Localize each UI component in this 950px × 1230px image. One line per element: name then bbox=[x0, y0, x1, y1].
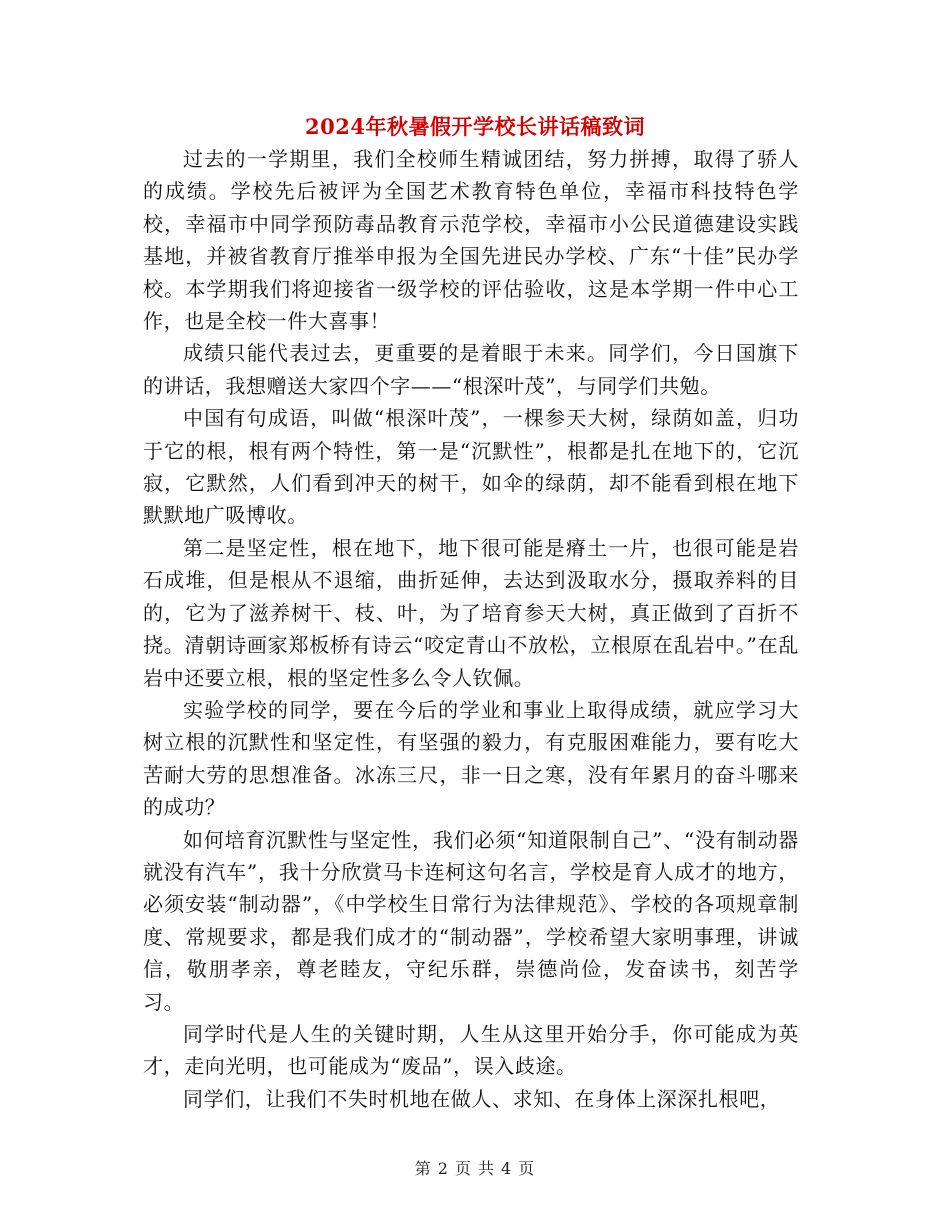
footer-middle: 页 共 bbox=[454, 1159, 496, 1178]
paragraph: 同学时代是人生的关键时期，人生从这里开始分手，你可能成为英才，走向光明，也可能成为“废品”，误入歧途。 bbox=[143, 1021, 799, 1079]
paragraph: 实验学校的同学，要在今后的学业和事业上取得成绩，就应学习大树立根的沉默性和坚定性，有坚强的毅力，有克服困难能力，要有吃大苦耐大劳的思想准备。冰冻三尺，非一日之寒，没有年累月的奋斗哪来的成功？ bbox=[143, 697, 799, 820]
footer-page-number: 2 bbox=[437, 1159, 449, 1178]
paragraph: 如何培育沉默性与坚定性，我们必须“知道限制自己”、“没有制动器就没有汽车”，我十分欣赏马卡连柯这句名言，学校是育人成才的地方，必须安装“制动器”，《中学校生日常行为法律规范》、学校的各项规章制度、常规要求，都是我们成才的“制动器”，学校希望大家明事理，讲诚信，敬朋孝亲，尊老睦友，守纪乐群，崇德尚俭，发奋读书，刻苦学习。 bbox=[143, 827, 799, 1014]
paragraph: 第二是坚定性，根在地下，地下很可能是瘠土一片，也很可能是岩石成堆，但是根从不退缩，曲折延伸，去达到汲取水分，摄取养料的目的，它为了滋养树干、枝、叶，为了培育参天大树，真正做到了百折不挠。清朝诗画家郑板桥有诗云“咬定青山不放松，立根原在乱岩中。”在乱岩中还要立根，根的坚定性多么令人钦佩。 bbox=[143, 535, 799, 690]
document-body bbox=[143, 143, 799, 1115]
paragraph: 中国有句成语，叫做“根深叶茂”，一棵参天大树，绿荫如盖，归功于它的根，根有两个特性，第一是“沉默性”，根都是扎在地下的，它沉寂，它默然，人们看到冲天的树干，如伞的绿荫，却不能看到根在地下默默地广吸博收。 bbox=[143, 406, 799, 528]
paragraph: 过去的一学期里，我们全校师生精诚团结，努力拼搏，取得了骄人的成绩。学校先后被评为全国艺术教育特色单位，幸福市科技特色学校，幸福市中同学预防毒品教育示范学校，幸福市小公民道德建设实践基地，并被省教育厅推举申报为全国先进民办学校、广东“十佳”民办学校。本学期我们将迎接省一级学校的评估验收，这是本学期一件中心工作，也是全校一件大喜事！ bbox=[143, 147, 799, 334]
paragraph: 成绩只能代表过去，更重要的是着眼于未来。同学们，今日国旗下的讲话，我想赠送大家四个字——“根深叶茂”，与同学们共勉。 bbox=[143, 341, 799, 398]
page-footer bbox=[0, 1156, 950, 1179]
footer-total-pages: 4 bbox=[501, 1159, 513, 1178]
paragraph: 同学们，让我们不失时机地在做人、求知、在身体上深深扎根吧， bbox=[183, 1086, 781, 1111]
footer-suffix: 页 bbox=[518, 1159, 536, 1178]
document-title: 2024年秋暑假开学校长讲话稿致词 bbox=[305, 114, 645, 139]
footer-prefix: 第 bbox=[414, 1159, 432, 1178]
